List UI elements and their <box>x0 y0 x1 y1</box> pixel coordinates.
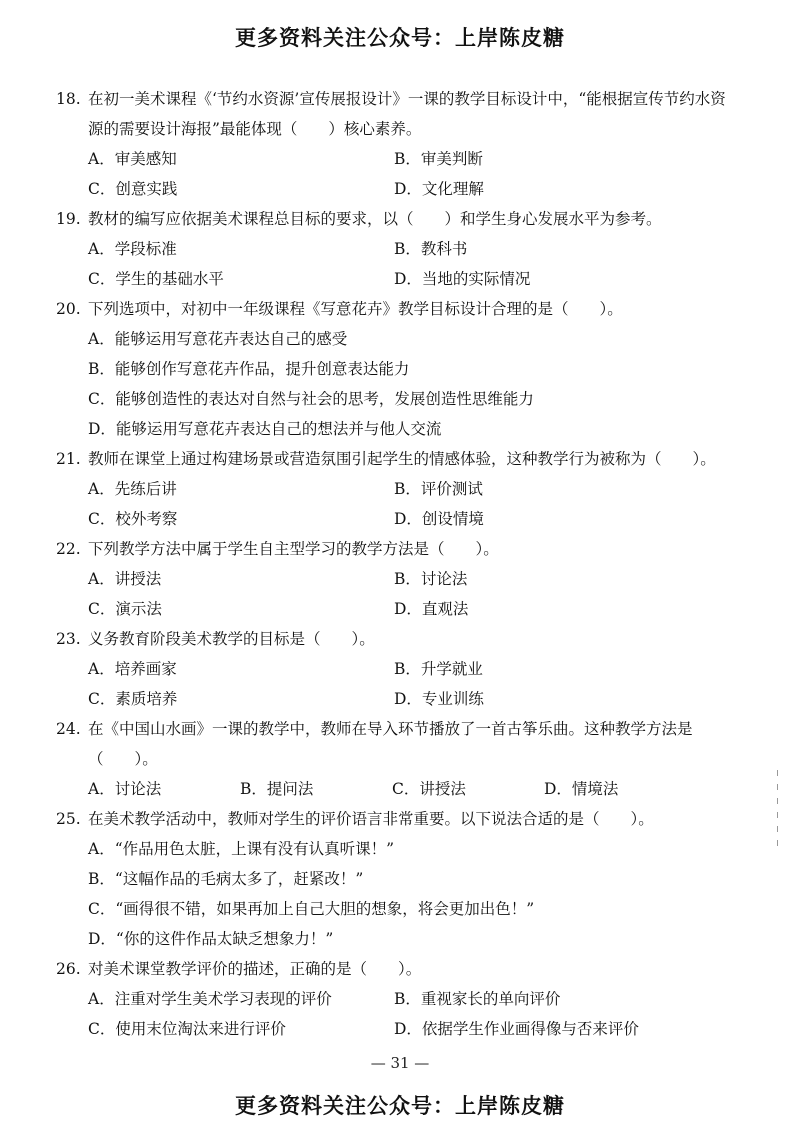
option-d: D．情境法 <box>544 780 619 798</box>
banner-bottom: 更多资料关注公众号：上岸陈皮糖 <box>235 1094 565 1118</box>
option-c: C．校外考察 <box>88 510 178 528</box>
question-number: 20. <box>56 300 81 318</box>
question-number: 26. <box>56 960 81 978</box>
option-d: D．当地的实际情况 <box>394 270 531 288</box>
option-a: A．注重对学生美术学习表现的评价 <box>88 990 332 1008</box>
option-b: B．审美判断 <box>394 150 483 168</box>
question-26 <box>56 954 736 1044</box>
option-c: C．讲授法 <box>392 780 466 798</box>
question-number: 24. <box>56 720 81 738</box>
binding-margin-marks <box>775 770 779 870</box>
page-number: — 31 — <box>370 1054 430 1072</box>
option-d: D．创设情境 <box>394 510 484 528</box>
option-b: B．教科书 <box>394 240 468 258</box>
option-b: B．能够创作写意花卉作品，提升创意表达能力 <box>88 360 410 378</box>
option-a: A．讲授法 <box>88 570 162 588</box>
question-number: 18. <box>56 90 81 108</box>
option-c: C．使用末位淘汰来进行评价 <box>88 1020 286 1038</box>
question-stem: 在初一美术课程《‘节约水资源’宣传展报设计》一课的教学目标设计中，“能根据宣传节约水资源的需要设计海报”最能体现（ ）核心素养。 <box>88 90 726 138</box>
option-b: B．重视家长的单向评价 <box>394 990 561 1008</box>
question-19 <box>56 204 736 294</box>
question-number: 21. <box>56 450 81 468</box>
question-23 <box>56 624 736 714</box>
question-stem: 在《中国山水画》一课的教学中，教师在导入环节播放了一首古筝乐曲。这种教学方法是（ ）。 <box>88 720 693 768</box>
option-a: A．审美感知 <box>88 150 177 168</box>
option-a: A．先练后讲 <box>88 480 177 498</box>
option-d: D．文化理解 <box>394 180 484 198</box>
option-b: B．升学就业 <box>394 660 483 678</box>
option-a: A．能够运用写意花卉表达自己的感受 <box>88 330 348 348</box>
question-22 <box>56 534 736 624</box>
option-d: D．“你的这件作品太缺乏想象力！” <box>88 930 334 948</box>
option-b: B．“这幅作品的毛病太多了，赶紧改！” <box>88 870 364 888</box>
option-c: C．“画得很不错，如果再加上自己大胆的想象，将会更加出色！” <box>88 900 535 918</box>
option-a: A．“作品用色太脏，上课有没有认真听课！” <box>88 840 395 858</box>
option-a: A．培养画家 <box>88 660 177 678</box>
question-20 <box>56 294 736 444</box>
option-a: A．讨论法 <box>88 780 162 798</box>
question-24 <box>56 714 736 804</box>
option-c: C．演示法 <box>88 600 162 618</box>
question-stem: 在美术教学活动中，教师对学生的评价语言非常重要。以下说法合适的是（ ）。 <box>88 810 654 828</box>
option-d: D．依据学生作业画得像与否来评价 <box>394 1020 639 1038</box>
option-b: B．评价测试 <box>394 480 483 498</box>
question-number: 23. <box>56 630 81 648</box>
question-number: 19. <box>56 210 81 228</box>
option-c: C．能够创造性的表达对自然与社会的思考，发展创造性思维能力 <box>88 390 534 408</box>
option-c: C．素质培养 <box>88 690 178 708</box>
question-21 <box>56 444 736 534</box>
question-number: 25. <box>56 810 81 828</box>
option-d: D．能够运用写意花卉表达自己的想法并与他人交流 <box>88 420 442 438</box>
option-d: D．直观法 <box>394 600 469 618</box>
option-d: D．专业训练 <box>394 690 484 708</box>
question-18 <box>56 84 736 204</box>
question-stem: 义务教育阶段美术教学的目标是（ ）。 <box>88 630 375 648</box>
question-stem: 对美术课堂教学评价的描述，正确的是（ ）。 <box>88 960 422 978</box>
question-stem: 下列教学方法中属于学生自主型学习的教学方法是（ ）。 <box>88 540 499 558</box>
option-b: B．提问法 <box>240 780 314 798</box>
option-b: B．讨论法 <box>394 570 468 588</box>
question-stem: 教材的编写应依据美术课程总目标的要求，以（ ）和学生身心发展水平为参考。 <box>88 210 662 228</box>
option-c: C．创意实践 <box>88 180 178 198</box>
option-c: C．学生的基础水平 <box>88 270 224 288</box>
question-stem: 下列选项中，对初中一年级课程《写意花卉》教学目标设计合理的是（ ）。 <box>88 300 623 318</box>
option-a: A．学段标准 <box>88 240 177 258</box>
question-25 <box>56 804 736 954</box>
question-number: 22. <box>56 540 81 558</box>
question-list <box>56 84 736 1044</box>
banner-top: 更多资料关注公众号：上岸陈皮糖 <box>235 26 565 50</box>
question-stem: 教师在课堂上通过构建场景或营造氛围引起学生的情感体验，这种教学行为被称为（ ）。 <box>88 450 716 468</box>
